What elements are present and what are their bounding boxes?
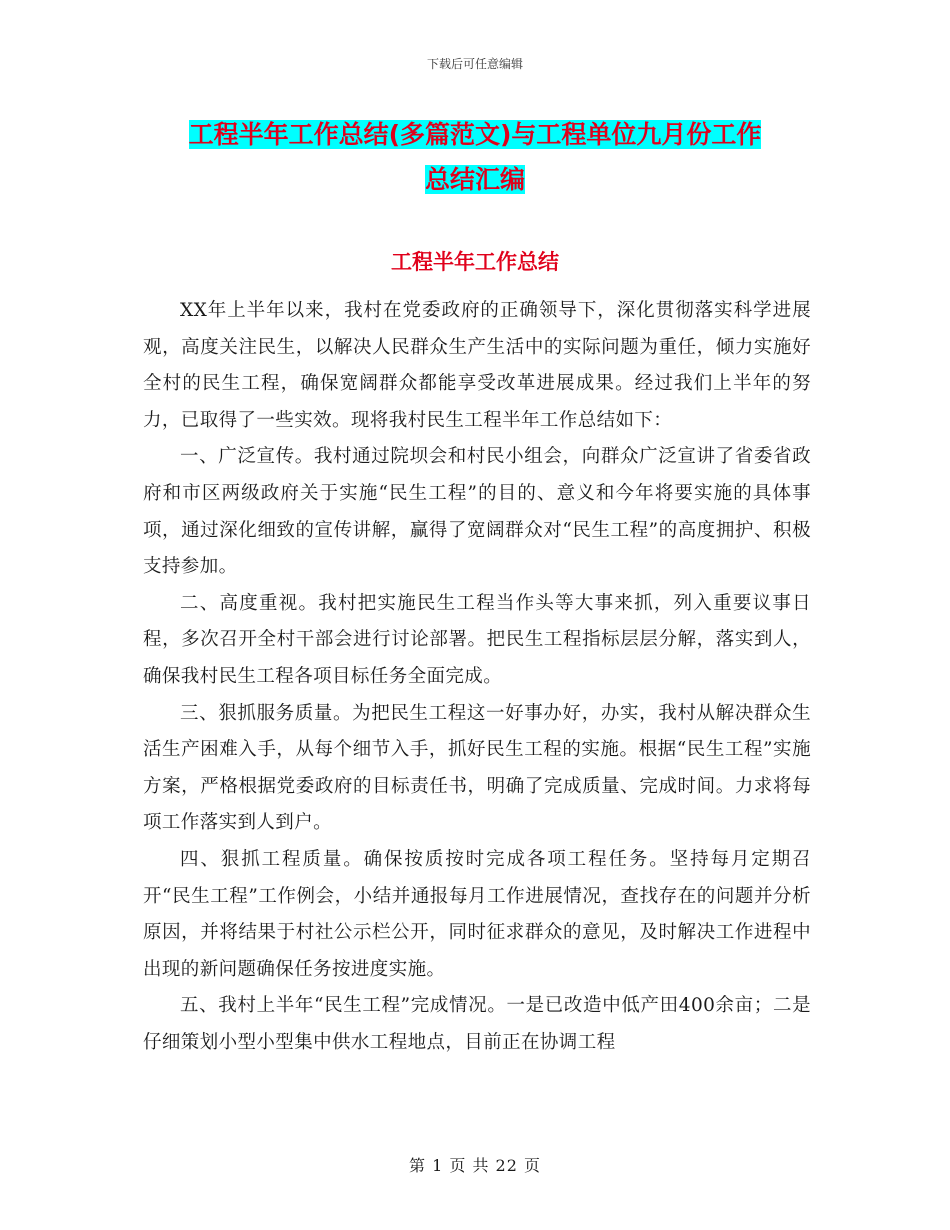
document-title-line-1: 工程半年工作总结(多篇范文)与工程单位九月份工作 (188, 120, 762, 149)
document-title-line-2: 总结汇编 (424, 165, 525, 194)
document-title (140, 112, 810, 202)
paragraph-project-quality: 四、狠抓工程质量。确保按质按时完成各项工程任务。坚持每月定期召开“民生工程”工作例会，小结并通报每月工作进展情况，查找存在的问题并分析原因，并将结果于村社公示栏公开，同时征求群众的意见，及时解决工作进程中出现的新问题确保任务按进度实施。 (143, 848, 811, 980)
section-title: 工程半年工作总结 (391, 250, 559, 274)
paragraph-progress: 五、我村上半年“民生工程”完成情况。一是已改造中低产田400余亩；二是仔细策划小型小型集中供水工程地点，目前正在协调工程 (143, 995, 811, 1053)
paragraph-intro: XX年上半年以来，我村在党委政府的正确领导下，深化贯彻落实科学进展观，高度关注民生，以解决人民群众生产生活中的实际问题为重任，倾力实施好全村的民生工程，确保宽阔群众都能享受改革进展成果。经过我们上半年的努力，已取得了一些实效。现将我村民生工程半年工作总结如下： (143, 300, 811, 431)
page-footer: 第 1 页 共 22 页 (409, 1156, 541, 1175)
paragraph-publicity: 一、广泛宣传。我村通过院坝会和村民小组会，向群众广泛宣讲了省委省政府和市区两级政府关于实施“民生工程”的目的、意义和今年将要实施的具体事项，通过深化细致的宣传讲解，赢得了宽阔群众对“民生工程”的高度拥护、积极支持参加。 (143, 446, 811, 578)
page-header-note: 下载后可任意编辑 (426, 57, 523, 71)
paragraph-attention: 二、高度重视。我村把实施民生工程当作头等大事来抓，列入重要议事日程，多次召开全村干部会进行讨论部署。把民生工程指标层层分解，落实到人，确保我村民生工程各项目标任务全面完成。 (143, 592, 811, 687)
paragraph-service-quality: 三、狠抓服务质量。为把民生工程这一好事办好，办实，我村从解决群众生活生产困难入手，从每个细节入手，抓好民生工程的实施。根据“民生工程”实施方案，严格根据党委政府的目标责任书，明确了完成质量、完成时间。力求将每项工作落实到人到户。 (143, 702, 811, 834)
document-body (143, 293, 811, 1061)
